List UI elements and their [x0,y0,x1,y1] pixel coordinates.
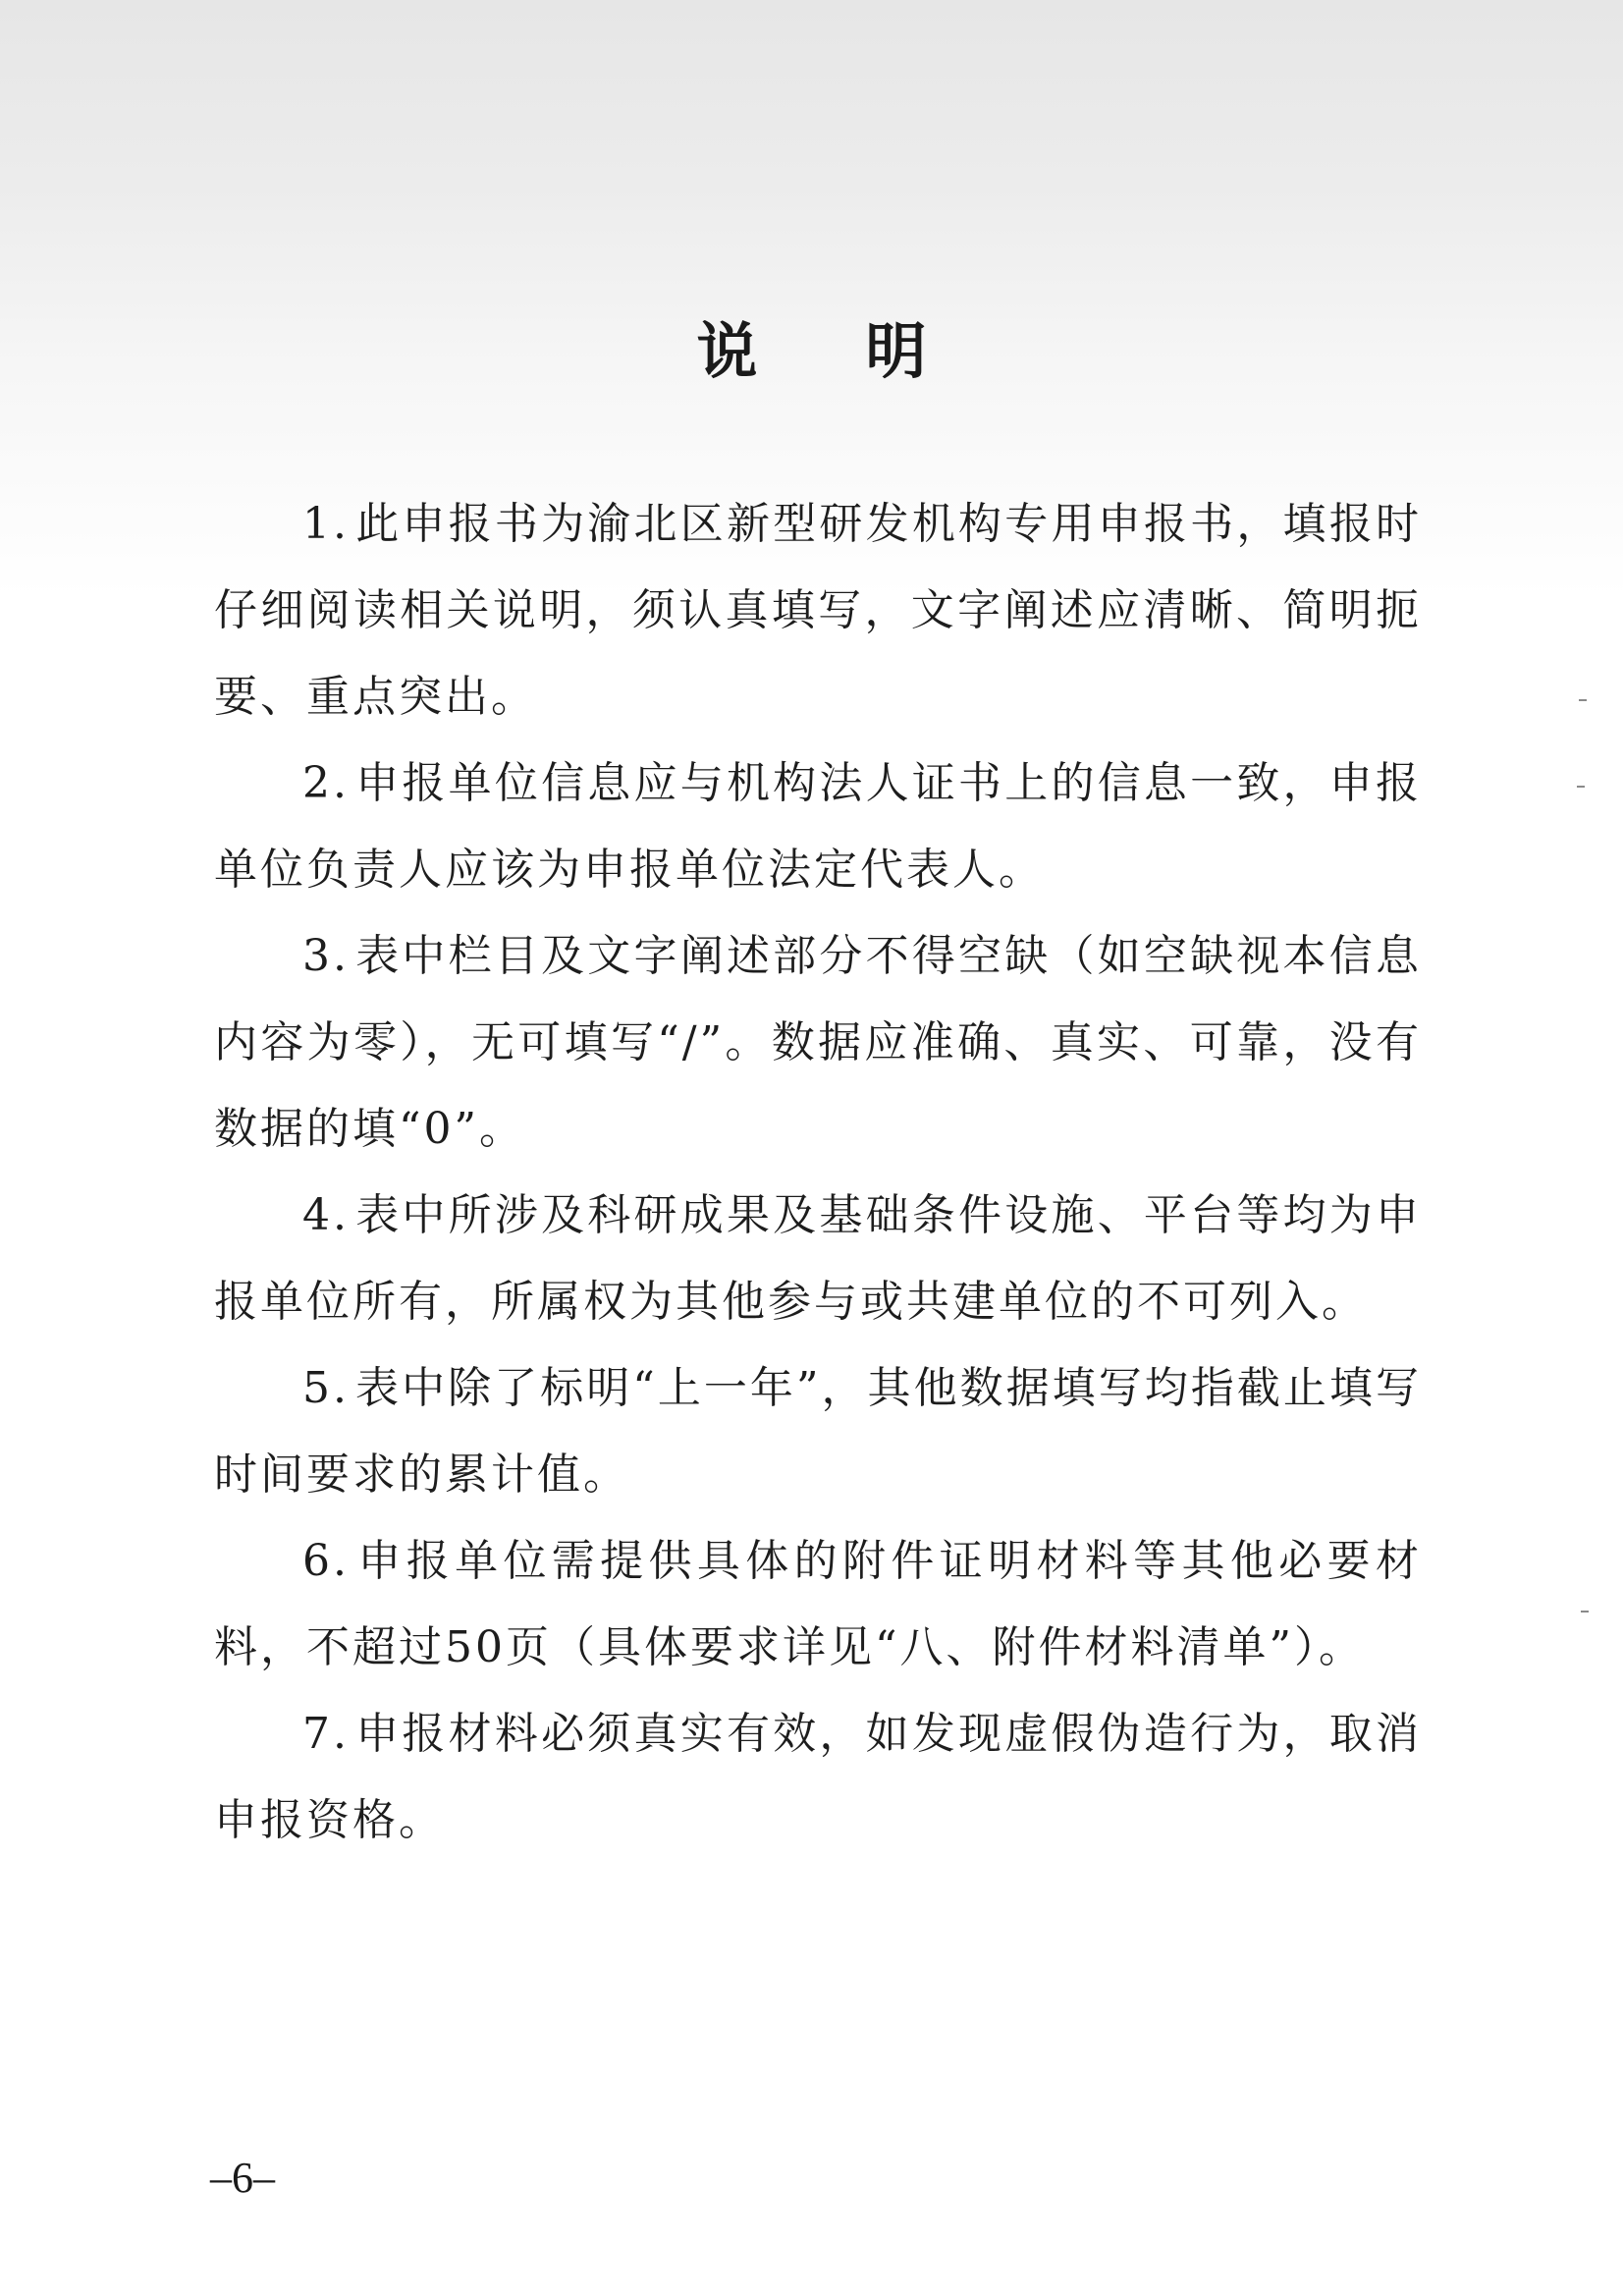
instruction-item-6 [214,1518,1422,1691]
item-text: 申报单位需提供具体的附件证明材料等其他必要材料，不超过50页（具体要求详见“八、附件材料清单”）。 [214,1536,1422,1672]
page-number: –6– [210,2154,275,2202]
item-number: 1. [302,499,350,549]
item-number: 3. [302,931,350,981]
instruction-item-5 [214,1345,1422,1518]
scan-mark [1581,1611,1589,1613]
item-text: 表中除了标明“上一年”，其他数据填写均指截止填写时间要求的累计值。 [214,1363,1422,1500]
item-text: 此申报书为渝北区新型研发机构专用申报书，填报时仔细阅读相关说明，须认真填写，文字阐述应清晰、简明扼要、重点突出。 [214,499,1422,722]
scan-mark [1579,699,1587,701]
item-text: 申报材料必须真实有效，如发现虚假伪造行为，取消申报资格。 [214,1709,1422,1845]
instructions-body [214,481,1422,1864]
item-number: 2. [302,758,350,808]
instruction-item-4 [214,1173,1422,1345]
instruction-item-7 [214,1691,1422,1864]
page-title-char-2: 明 [865,315,927,387]
item-number: 7. [302,1709,350,1759]
item-number: 4. [302,1190,350,1240]
instruction-item-3 [214,913,1422,1173]
page-title-char-1: 说 [696,315,758,387]
instruction-item-1 [214,481,1422,740]
item-text: 表中栏目及文字阐述部分不得空缺（如空缺视本信息内容为零），无可填写“/”。数据应准确、真实、可靠，没有数据的填“0”。 [214,931,1422,1154]
item-text: 申报单位信息应与机构法人证书上的信息一致，申报单位负责人应该为申报单位法定代表人。 [214,758,1422,895]
instruction-item-2 [214,740,1422,913]
scan-mark [1577,786,1585,788]
page-title [0,312,1623,391]
item-number: 5. [302,1363,350,1413]
item-text: 表中所涉及科研成果及基础条件设施、平台等均为申报单位所有，所属权为其他参与或共建单位的不可列入。 [214,1190,1422,1327]
item-number: 6. [302,1536,350,1586]
